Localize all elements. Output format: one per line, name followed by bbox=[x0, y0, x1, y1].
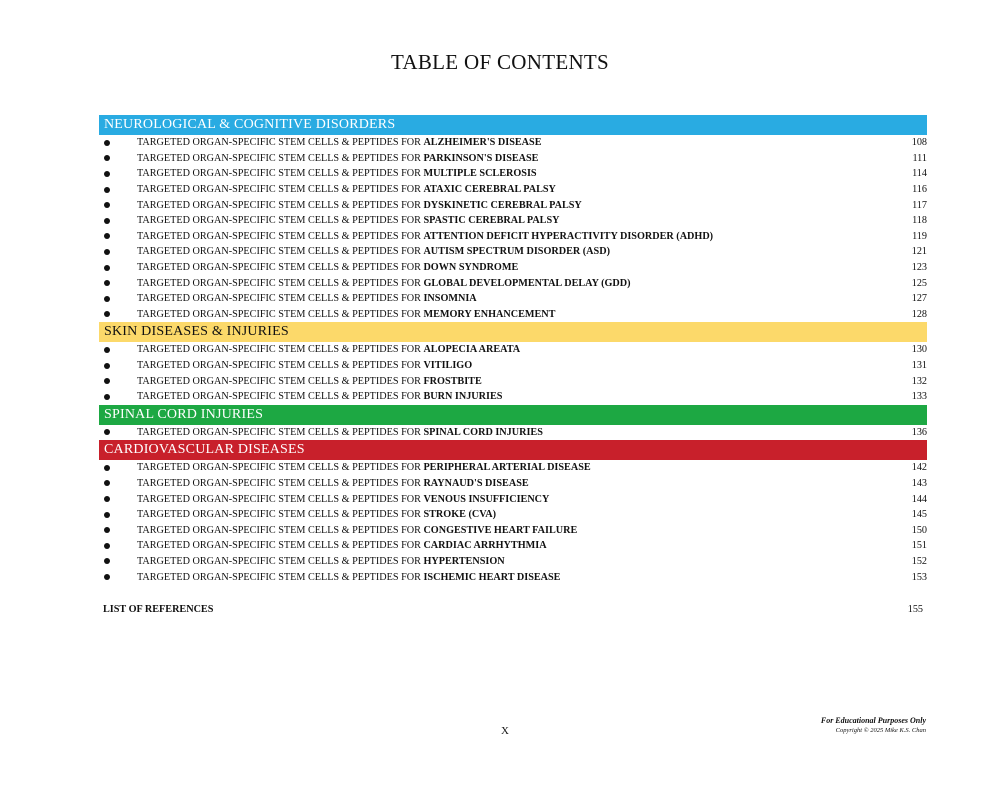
bullet-icon bbox=[104, 202, 110, 208]
toc-entry[interactable] bbox=[99, 244, 927, 260]
bullet-icon bbox=[104, 171, 110, 177]
page-title: TABLE OF CONTENTS bbox=[390, 50, 610, 74]
toc-section bbox=[99, 440, 927, 585]
references-entry[interactable] bbox=[103, 604, 923, 615]
toc-entry[interactable] bbox=[99, 554, 927, 570]
entry-prefix: TARGETED ORGAN-SPECIFIC STEM CELLS & PEPTIDES FOR bbox=[137, 477, 424, 489]
toc-entry[interactable] bbox=[99, 373, 927, 389]
toc-entry[interactable] bbox=[99, 213, 927, 229]
entry-prefix: TARGETED ORGAN-SPECIFIC STEM CELLS & PEPTIDES FOR bbox=[137, 360, 424, 372]
toc-entry[interactable] bbox=[99, 166, 927, 182]
entry-page-number: 111 bbox=[912, 152, 927, 164]
entry-title bbox=[137, 556, 912, 567]
section-header: SPINAL CORD INJURIES bbox=[99, 405, 927, 425]
entry-condition: SPINAL CORD INJURIES bbox=[423, 426, 543, 438]
bullet-icon bbox=[104, 543, 110, 549]
bullet-icon bbox=[104, 233, 110, 239]
toc-entry[interactable] bbox=[99, 538, 927, 554]
entry-prefix: TARGETED ORGAN-SPECIFIC STEM CELLS & PEPTIDES FOR bbox=[137, 493, 424, 505]
entry-page-number: 131 bbox=[911, 360, 927, 372]
entry-page-number: 130 bbox=[911, 344, 927, 356]
toc-entry[interactable] bbox=[99, 182, 927, 198]
entry-prefix: TARGETED ORGAN-SPECIFIC STEM CELLS & PEPTIDES FOR bbox=[137, 230, 424, 242]
entry-condition: DOWN SYNDROME bbox=[423, 262, 519, 274]
toc-entry[interactable] bbox=[99, 425, 927, 441]
entry-title bbox=[137, 231, 912, 242]
bullet-icon bbox=[104, 394, 110, 400]
entry-prefix: TARGETED ORGAN-SPECIFIC STEM CELLS & PEPTIDES FOR bbox=[137, 293, 424, 305]
entry-condition: ATTENTION DEFICIT HYPERACTIVITY DISORDER (ADHD) bbox=[423, 230, 714, 242]
toc-entry[interactable] bbox=[99, 291, 927, 307]
entry-prefix: TARGETED ORGAN-SPECIFIC STEM CELLS & PEPTIDES FOR bbox=[137, 571, 424, 583]
bullet-icon bbox=[104, 347, 110, 353]
bullet-icon bbox=[104, 480, 110, 486]
toc-entry[interactable] bbox=[99, 307, 927, 323]
toc-entry[interactable] bbox=[99, 151, 927, 167]
entry-title bbox=[137, 293, 912, 304]
entry-title bbox=[137, 540, 912, 551]
entry-condition: HYPERTENSION bbox=[423, 555, 505, 567]
entry-condition: PARKINSON'S DISEASE bbox=[423, 152, 539, 164]
entry-prefix: TARGETED ORGAN-SPECIFIC STEM CELLS & PEPTIDES FOR bbox=[137, 215, 424, 227]
bullet-icon bbox=[104, 280, 110, 286]
toc-entry[interactable] bbox=[99, 275, 927, 291]
entry-page-number: 142 bbox=[911, 462, 927, 474]
entry-title bbox=[137, 462, 912, 473]
entry-page-number: 125 bbox=[911, 277, 927, 289]
entry-page-number: 118 bbox=[912, 215, 927, 227]
references-label: LIST OF REFERENCES bbox=[103, 604, 214, 615]
entry-page-number: 153 bbox=[911, 571, 927, 583]
entry-condition: DYSKINETIC CEREBRAL PALSY bbox=[423, 199, 582, 211]
bullet-icon bbox=[104, 429, 110, 435]
entry-condition: RAYNAUD'S DISEASE bbox=[423, 477, 529, 489]
entry-page-number: 133 bbox=[911, 391, 927, 403]
toc-entry[interactable] bbox=[99, 358, 927, 374]
entry-page-number: 116 bbox=[912, 184, 927, 196]
entry-title bbox=[137, 137, 912, 148]
entry-condition: VENOUS INSUFFICIENCY bbox=[423, 493, 550, 505]
entry-condition: MEMORY ENHANCEMENT bbox=[423, 308, 556, 320]
copyright-note: Copyright © 2025 Mike K.S. Chan bbox=[835, 727, 926, 734]
entry-condition: BURN INJURIES bbox=[423, 391, 503, 403]
bullet-icon bbox=[104, 218, 110, 224]
entry-prefix: TARGETED ORGAN-SPECIFIC STEM CELLS & PEPTIDES FOR bbox=[137, 152, 424, 164]
entry-page-number: 143 bbox=[911, 477, 927, 489]
toc-section bbox=[99, 115, 927, 322]
toc-entry[interactable] bbox=[99, 342, 927, 358]
entry-title bbox=[137, 391, 912, 402]
section-header: SKIN DISEASES & INJURIES bbox=[99, 322, 927, 342]
bullet-icon bbox=[104, 496, 110, 502]
toc-entry[interactable] bbox=[99, 135, 927, 151]
entry-title bbox=[137, 525, 912, 536]
entry-page-number: 150 bbox=[911, 524, 927, 536]
toc-entry[interactable] bbox=[99, 260, 927, 276]
bullet-icon bbox=[104, 527, 110, 533]
entry-title bbox=[137, 278, 912, 289]
entry-condition: INSOMNIA bbox=[423, 293, 477, 305]
entry-condition: VITILIGO bbox=[423, 360, 473, 372]
toc-entry[interactable] bbox=[99, 522, 927, 538]
entry-condition: CARDIAC ARRHYTHMIA bbox=[423, 540, 547, 552]
educational-note: For Educational Purposes Only bbox=[820, 716, 926, 725]
entry-prefix: TARGETED ORGAN-SPECIFIC STEM CELLS & PEPTIDES FOR bbox=[137, 184, 424, 196]
entry-title bbox=[137, 309, 912, 320]
toc-entry[interactable] bbox=[99, 229, 927, 245]
entry-condition: AUTISM SPECTRUM DISORDER (ASD) bbox=[423, 246, 610, 258]
entry-title bbox=[137, 168, 912, 179]
entry-prefix: TARGETED ORGAN-SPECIFIC STEM CELLS & PEPTIDES FOR bbox=[137, 375, 424, 387]
entry-title bbox=[137, 360, 912, 371]
entry-condition: CONGESTIVE HEART FAILURE bbox=[423, 524, 578, 536]
entry-page-number: 151 bbox=[911, 540, 927, 552]
entry-prefix: TARGETED ORGAN-SPECIFIC STEM CELLS & PEPTIDES FOR bbox=[137, 277, 424, 289]
entry-prefix: TARGETED ORGAN-SPECIFIC STEM CELLS & PEPTIDES FOR bbox=[137, 462, 424, 474]
bullet-icon bbox=[104, 558, 110, 564]
entry-prefix: TARGETED ORGAN-SPECIFIC STEM CELLS & PEPTIDES FOR bbox=[137, 540, 424, 552]
bullet-icon bbox=[104, 465, 110, 471]
bullet-icon bbox=[104, 265, 110, 271]
entry-page-number: 132 bbox=[911, 375, 927, 387]
bullet-icon bbox=[104, 512, 110, 518]
entry-title bbox=[137, 494, 912, 505]
entry-condition: ALZHEIMER'S DISEASE bbox=[423, 137, 542, 149]
toc-entry[interactable] bbox=[99, 491, 927, 507]
bullet-icon bbox=[104, 296, 110, 302]
bullet-icon bbox=[104, 155, 110, 161]
entry-title bbox=[137, 509, 912, 520]
bullet-icon bbox=[104, 363, 110, 369]
entry-prefix: TARGETED ORGAN-SPECIFIC STEM CELLS & PEPTIDES FOR bbox=[137, 524, 424, 536]
entry-title bbox=[137, 478, 912, 489]
toc-entry[interactable] bbox=[99, 389, 927, 405]
entry-title bbox=[137, 184, 912, 195]
table-of-contents bbox=[99, 115, 927, 585]
entry-condition: SPASTIC CEREBRAL PALSY bbox=[423, 215, 560, 227]
entry-page-number: 108 bbox=[911, 137, 927, 149]
entry-prefix: TARGETED ORGAN-SPECIFIC STEM CELLS & PEPTIDES FOR bbox=[137, 168, 424, 180]
entry-title bbox=[137, 215, 912, 226]
footer-page-number: X bbox=[501, 725, 509, 737]
entry-page-number: 123 bbox=[911, 262, 927, 274]
entry-title bbox=[137, 376, 912, 387]
section-header: NEUROLOGICAL & COGNITIVE DISORDERS bbox=[99, 115, 927, 135]
entry-prefix: TARGETED ORGAN-SPECIFIC STEM CELLS & PEPTIDES FOR bbox=[137, 509, 424, 521]
entry-title bbox=[137, 427, 912, 438]
bullet-icon bbox=[104, 378, 110, 384]
entry-prefix: TARGETED ORGAN-SPECIFIC STEM CELLS & PEPTIDES FOR bbox=[137, 344, 424, 356]
entry-prefix: TARGETED ORGAN-SPECIFIC STEM CELLS & PEPTIDES FOR bbox=[137, 426, 424, 438]
bullet-icon bbox=[104, 187, 110, 193]
entry-condition: GLOBAL DEVELOPMENTAL DELAY (GDD) bbox=[423, 277, 631, 289]
toc-entry[interactable] bbox=[99, 460, 927, 476]
entry-title bbox=[137, 246, 912, 257]
entry-title bbox=[137, 153, 912, 164]
entry-condition: ALOPECIA AREATA bbox=[423, 344, 521, 356]
entry-page-number: 145 bbox=[911, 509, 927, 521]
section-header: CARDIOVASCULAR DISEASES bbox=[99, 440, 927, 460]
entry-condition: STROKE (CVA) bbox=[423, 509, 497, 521]
toc-entry[interactable] bbox=[99, 569, 927, 585]
toc-entry[interactable] bbox=[99, 197, 927, 213]
entry-title bbox=[137, 262, 912, 273]
entry-prefix: TARGETED ORGAN-SPECIFIC STEM CELLS & PEPTIDES FOR bbox=[137, 137, 424, 149]
entry-page-number: 144 bbox=[911, 493, 927, 505]
bullet-icon bbox=[104, 249, 110, 255]
entry-condition: FROSTBITE bbox=[423, 375, 482, 387]
entry-condition: MULTIPLE SCLEROSIS bbox=[423, 168, 537, 180]
entry-title bbox=[137, 572, 912, 583]
footer-note bbox=[821, 716, 926, 734]
entry-title bbox=[137, 200, 912, 211]
toc-section bbox=[99, 322, 927, 404]
entry-page-number: 114 bbox=[912, 168, 927, 180]
entry-title bbox=[137, 344, 912, 355]
entry-prefix: TARGETED ORGAN-SPECIFIC STEM CELLS & PEPTIDES FOR bbox=[137, 262, 424, 274]
entry-prefix: TARGETED ORGAN-SPECIFIC STEM CELLS & PEPTIDES FOR bbox=[137, 246, 424, 258]
bullet-icon bbox=[104, 574, 110, 580]
bullet-icon bbox=[104, 311, 110, 317]
toc-section bbox=[99, 405, 927, 441]
entry-prefix: TARGETED ORGAN-SPECIFIC STEM CELLS & PEPTIDES FOR bbox=[137, 391, 424, 403]
entry-page-number: 136 bbox=[911, 426, 927, 438]
entry-page-number: 128 bbox=[911, 308, 927, 320]
entry-page-number: 127 bbox=[911, 293, 927, 305]
entry-prefix: TARGETED ORGAN-SPECIFIC STEM CELLS & PEPTIDES FOR bbox=[137, 199, 424, 211]
entry-condition: ATAXIC CEREBRAL PALSY bbox=[423, 184, 556, 196]
entry-condition: ISCHEMIC HEART DISEASE bbox=[423, 571, 561, 583]
bullet-icon bbox=[104, 140, 110, 146]
toc-entry[interactable] bbox=[99, 507, 927, 523]
references-page-number: 155 bbox=[907, 604, 923, 615]
entry-page-number: 152 bbox=[911, 555, 927, 567]
entry-page-number: 119 bbox=[912, 230, 927, 242]
entry-condition: PERIPHERAL ARTERIAL DISEASE bbox=[423, 462, 591, 474]
entry-page-number: 121 bbox=[911, 246, 927, 258]
entry-prefix: TARGETED ORGAN-SPECIFIC STEM CELLS & PEPTIDES FOR bbox=[137, 308, 424, 320]
entry-prefix: TARGETED ORGAN-SPECIFIC STEM CELLS & PEPTIDES FOR bbox=[137, 555, 424, 567]
toc-entry[interactable] bbox=[99, 476, 927, 492]
entry-page-number: 117 bbox=[912, 199, 927, 211]
